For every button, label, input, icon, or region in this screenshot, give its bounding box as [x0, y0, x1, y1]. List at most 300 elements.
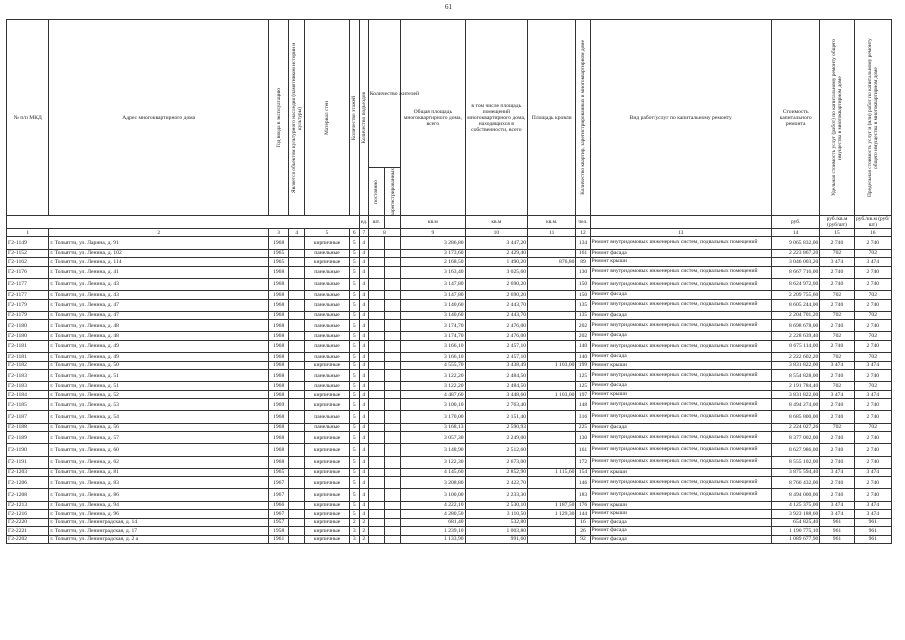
- cell-own: 2 476,00: [465, 332, 527, 341]
- cell-m: 2 740: [854, 340, 891, 352]
- cell-cost: 3 831 822,00: [771, 361, 819, 370]
- cell-mat: панельные: [305, 332, 349, 341]
- cell-empty: [368, 361, 384, 370]
- table-row: [7, 266, 892, 278]
- cell-id: Г2-1177: [7, 278, 49, 290]
- cell-apts: 26: [576, 527, 590, 536]
- cell-id: Г2-1208: [7, 489, 49, 501]
- cell-id: Г2-1203: [7, 468, 49, 477]
- cell-u: 702: [820, 311, 854, 320]
- cell-work: Ремонт внутридомовых инженерных систем, подвальных помещений: [590, 299, 771, 311]
- cell-own: 2 429,40: [465, 249, 527, 258]
- cell-m: 702: [854, 332, 891, 341]
- cell-en: 4: [359, 423, 368, 432]
- cell-area: 3 163,40: [401, 266, 466, 278]
- table-row: [7, 258, 892, 267]
- cell-year: 1967: [269, 477, 289, 489]
- cell-roof: [528, 432, 576, 444]
- cell-mat: кирпичные: [305, 468, 349, 477]
- cell-id: Г2-1162: [7, 258, 49, 267]
- cell-work: Ремонт фасада: [590, 311, 771, 320]
- cell-year: 1965: [269, 468, 289, 477]
- cell-apts: 150: [576, 291, 590, 300]
- table-row: [7, 382, 892, 391]
- cell-cost: 2 204 701,20: [771, 311, 819, 320]
- cell-own: 2 249,00: [465, 432, 527, 444]
- cell-own: 2 457,10: [465, 340, 527, 352]
- unit-floors: ед.: [359, 216, 368, 229]
- cell-year: 1968: [269, 237, 289, 249]
- cell-cost: 8 685 800,00: [771, 411, 819, 423]
- cell-empty: [289, 311, 305, 320]
- cell-addr: г. Тольятти, ул. Ленина, д. 47: [49, 311, 269, 320]
- cell-apts: 89: [576, 258, 590, 267]
- cell-area: 3 174,70: [401, 320, 466, 332]
- header-year: Год ввода в эксплуатацию: [275, 87, 282, 148]
- cell-id: Г2-1190: [7, 444, 49, 456]
- cell-empty: [368, 518, 384, 527]
- cell-m: 3 474: [854, 361, 891, 370]
- cell-u: 3 474: [820, 361, 854, 370]
- cell-own: 2 422,70: [465, 477, 527, 489]
- cell-addr: г. Тольятти, ул. Ленина, д. 96: [49, 510, 269, 519]
- header-residents-a: постоянно: [373, 179, 380, 204]
- unit-area-total: кв.м: [401, 216, 466, 229]
- cell-fl: 5: [349, 361, 359, 370]
- cell-apts: 225: [576, 423, 590, 432]
- cell-u: 2 740: [820, 444, 854, 456]
- cell-m: 702: [854, 249, 891, 258]
- cell-id: Г2-1176: [7, 266, 49, 278]
- cell-fl: 5: [349, 278, 359, 290]
- cell-m: 2 740: [854, 411, 891, 423]
- cell-own: 1 003,80: [465, 527, 527, 536]
- cell-addr: г. Тольятти, ул. Ларина, д. 91: [49, 237, 269, 249]
- cell-empty: [368, 258, 384, 267]
- cell-id: Г2-1182: [7, 361, 49, 370]
- table-row: [7, 332, 892, 341]
- cell-roof: [528, 489, 576, 501]
- cell-en: 4: [359, 332, 368, 341]
- cell-fl: 5: [349, 258, 359, 267]
- cell-en: 4: [359, 411, 368, 423]
- cell-m: 702: [854, 311, 891, 320]
- cell-area: 3 140,60: [401, 299, 466, 311]
- cell-id: Г2-2221: [7, 527, 49, 536]
- cell-u: 2 740: [820, 489, 854, 501]
- cell-en: 2: [359, 518, 368, 527]
- cell-id: Г2-1149: [7, 237, 49, 249]
- cell-empty: [289, 320, 305, 332]
- cell-year: 1968: [269, 382, 289, 391]
- cell-work: Ремонт внутридомовых инженерных систем, подвальных помещений: [590, 278, 771, 290]
- cell-en: 4: [359, 361, 368, 370]
- cell-work: Ремонт крыши: [590, 361, 771, 370]
- cell-mat: кирпичные: [305, 535, 349, 544]
- cell-cost: 8 766 432,00: [771, 477, 819, 489]
- cell-mat: кирпичные: [305, 399, 349, 411]
- cell-apts: 135: [576, 299, 590, 311]
- cell-u: 961: [820, 518, 854, 527]
- cell-u: 2 740: [820, 237, 854, 249]
- cell-en: 4: [359, 510, 368, 519]
- cell-empty: [384, 291, 400, 300]
- cell-empty: [289, 278, 305, 290]
- col-num: 14: [771, 229, 819, 237]
- cell-empty: [368, 399, 384, 411]
- cell-u: 702: [820, 291, 854, 300]
- cell-cost: 8 555 102,00: [771, 456, 819, 468]
- cell-addr: г. Тольятти, ул. Ленина, д. 49: [49, 353, 269, 362]
- cell-empty: [289, 382, 305, 391]
- cell-cost: 8 667 716,00: [771, 266, 819, 278]
- cell-own: 3 438,49: [465, 361, 527, 370]
- cell-empty: [368, 353, 384, 362]
- cell-addr: г. Тольятти, ул. Ленина, д. 51: [49, 370, 269, 382]
- header-heritage: Является объектом культурного наследия (памятником истории и культуры): [290, 42, 303, 193]
- table-row: [7, 444, 892, 456]
- cell-id: Г2-1181: [7, 340, 49, 352]
- cell-cost: 8 627 986,00: [771, 444, 819, 456]
- cell-own: 532,80: [465, 518, 527, 527]
- cell-empty: [368, 332, 384, 341]
- cell-year: 1967: [269, 489, 289, 501]
- cell-cost: 2 228 639,40: [771, 332, 819, 341]
- cell-work: Ремонт внутридомовых инженерных систем, подвальных помещений: [590, 411, 771, 423]
- cell-work: Ремонт внутридомовых инженерных систем, подвальных помещений: [590, 340, 771, 352]
- cell-work: Ремонт фасада: [590, 353, 771, 362]
- cell-area: 3 122,30: [401, 456, 466, 468]
- cell-en: 4: [359, 390, 368, 399]
- cell-roof: 1 103,00: [528, 361, 576, 370]
- cell-fl: 5: [349, 370, 359, 382]
- col-num: 3: [269, 229, 289, 237]
- cell-mat: кирпичные: [305, 456, 349, 468]
- cell-own: 2 484,50: [465, 382, 527, 391]
- cell-roof: [528, 456, 576, 468]
- cell-apts: 148: [576, 399, 590, 411]
- cell-cost: 3 046 003,20: [771, 258, 819, 267]
- header-id: № п/п МКД: [7, 20, 49, 216]
- cell-m: 3 474: [854, 510, 891, 519]
- unit-roof: кв.м.: [528, 216, 576, 229]
- cell-apts: 144: [576, 510, 590, 519]
- cell-empty: [368, 370, 384, 382]
- cell-apts: 202: [576, 320, 590, 332]
- cell-own: 991,60: [465, 535, 527, 544]
- cell-fl: 3: [349, 527, 359, 536]
- cell-roof: [528, 382, 576, 391]
- cell-empty: [289, 444, 305, 456]
- table-body: [7, 237, 892, 544]
- cell-u: 2 740: [820, 432, 854, 444]
- cell-en: 4: [359, 249, 368, 258]
- cell-year: 1968: [269, 266, 289, 278]
- col-num: 16: [854, 229, 891, 237]
- cell-mat: панельные: [305, 382, 349, 391]
- cell-id: Г2-1213: [7, 501, 49, 510]
- cell-work: Ремонт внутридомовых инженерных систем, подвальных помещений: [590, 489, 771, 501]
- cell-mat: панельные: [305, 370, 349, 382]
- cell-empty: [289, 477, 305, 489]
- cell-mat: панельные: [305, 423, 349, 432]
- cell-cost: 8 605 244,00: [771, 299, 819, 311]
- cell-id: Г2-1206: [7, 477, 49, 489]
- cell-addr: г. Тольятти, ул. Ленина, д. 48: [49, 332, 269, 341]
- cell-mat: кирпичные: [305, 501, 349, 510]
- cell-apts: 150: [576, 278, 590, 290]
- cell-fl: 5: [349, 299, 359, 311]
- cell-empty: [368, 456, 384, 468]
- table-row: [7, 291, 892, 300]
- cell-fl: 5: [349, 382, 359, 391]
- cell-u: 2 740: [820, 299, 854, 311]
- cell-roof: [528, 423, 576, 432]
- cell-en: 2: [359, 535, 368, 544]
- cell-addr: г. Тольятти, ул. Ленина, д. 102: [49, 249, 269, 258]
- header-work: Вид работ/услуг по капитальному ремонту: [590, 20, 771, 216]
- cell-own: 3 110,50: [465, 510, 527, 519]
- col-num: 2: [49, 229, 269, 237]
- cell-empty: [289, 489, 305, 501]
- cell-work: Ремонт фасада: [590, 249, 771, 258]
- cell-m: 2 740: [854, 237, 891, 249]
- cell-empty: [368, 423, 384, 432]
- cell-empty: [384, 320, 400, 332]
- cell-addr: г. Тольятти, ул. Ленина, д. 47: [49, 299, 269, 311]
- cell-empty: [368, 340, 384, 352]
- cell-cost: 2 222 602,20: [771, 353, 819, 362]
- unit-unit-cost: руб./кв.м (руб/шт): [820, 216, 854, 229]
- cell-fl: 5: [349, 266, 359, 278]
- cell-u: 2 740: [820, 278, 854, 290]
- cell-en: 4: [359, 370, 368, 382]
- cell-empty: [384, 382, 400, 391]
- cell-fl: 5: [349, 501, 359, 510]
- cell-area: 4 555,70: [401, 361, 466, 370]
- cell-id: Г2-1188: [7, 423, 49, 432]
- cell-m: 702: [854, 382, 891, 391]
- cell-cost: 8 554 828,00: [771, 370, 819, 382]
- table-row: [7, 361, 892, 370]
- table-row: [7, 432, 892, 444]
- cell-work: Ремонт крыши: [590, 510, 771, 519]
- cell-fl: 5: [349, 311, 359, 320]
- cell-addr: г. Тольятти, ул. Ленина, д. 52: [49, 390, 269, 399]
- cell-m: 2 740: [854, 477, 891, 489]
- cell-m: 2 740: [854, 444, 891, 456]
- table-row: [7, 477, 892, 489]
- table-row: [7, 320, 892, 332]
- cell-cost: 2 209 755,60: [771, 291, 819, 300]
- cell-empty: [368, 527, 384, 536]
- table-row: [7, 535, 892, 544]
- cell-roof: [528, 249, 576, 258]
- cell-empty: [384, 456, 400, 468]
- cell-own: 1 490,20: [465, 258, 527, 267]
- cell-empty: [289, 510, 305, 519]
- cell-empty: [384, 510, 400, 519]
- cell-mat: панельные: [305, 278, 349, 290]
- cell-apts: 176: [576, 501, 590, 510]
- unit-cost: руб.: [771, 216, 819, 229]
- cell-cost: 1 190 775,10: [771, 527, 819, 536]
- cell-apts: 125: [576, 370, 590, 382]
- cell-empty: [384, 278, 400, 290]
- cell-empty: [384, 266, 400, 278]
- cell-id: Г2-1180: [7, 320, 49, 332]
- cell-fl: 5: [349, 423, 359, 432]
- cell-addr: г. Тольятти, ул. Ленина, д. 56: [49, 423, 269, 432]
- col-num: 1: [7, 229, 49, 237]
- cell-year: 1965: [269, 249, 289, 258]
- cell-own: 2 530,10: [465, 501, 527, 510]
- cell-en: 4: [359, 489, 368, 501]
- cell-empty: [384, 423, 400, 432]
- table-row: [7, 299, 892, 311]
- table-row: [7, 411, 892, 423]
- cell-id: Г2-1152: [7, 249, 49, 258]
- cell-area: 3 057,30: [401, 432, 466, 444]
- cell-cost: 2 223 867,20: [771, 249, 819, 258]
- cell-area: 3 174,70: [401, 332, 466, 341]
- cell-work: Ремонт фасада: [590, 535, 771, 544]
- cell-apts: 197: [576, 390, 590, 399]
- cell-work: Ремонт фасада: [590, 527, 771, 536]
- cell-fl: 5: [349, 353, 359, 362]
- unit-area-owned: кв.м: [465, 216, 527, 229]
- cell-cost: 2 191 784,40: [771, 382, 819, 391]
- cell-cost: 8 624 972,00: [771, 278, 819, 290]
- cell-empty: [289, 468, 305, 477]
- cell-empty: [384, 444, 400, 456]
- cell-own: 2 151,40: [465, 411, 527, 423]
- cell-roof: [528, 444, 576, 456]
- cell-fl: 5: [349, 399, 359, 411]
- cell-year: 1968: [269, 340, 289, 352]
- cell-roof: [528, 299, 576, 311]
- cell-addr: г. Тольятти, ул. Ленина, д. 54: [49, 411, 269, 423]
- cell-cost: 3 923 188,60: [771, 510, 819, 519]
- cell-fl: 5: [349, 332, 359, 341]
- cell-work: Ремонт крыши: [590, 390, 771, 399]
- cell-area: 4 487,60: [401, 390, 466, 399]
- cell-area: 1 133,90: [401, 535, 466, 544]
- cell-mat: панельные: [305, 266, 349, 278]
- cell-addr: г. Тольятти, ул. Ленина, д. 83: [49, 477, 269, 489]
- table-row: [7, 278, 892, 290]
- cell-apts: 202: [576, 332, 590, 341]
- cell-en: 4: [359, 340, 368, 352]
- cell-u: 702: [820, 249, 854, 258]
- cell-addr: г. Тольятти, ул. Ленина, д. 50: [49, 361, 269, 370]
- cell-m: 2 740: [854, 489, 891, 501]
- cell-empty: [368, 320, 384, 332]
- cell-apts: 161: [576, 249, 590, 258]
- cell-m: 702: [854, 291, 891, 300]
- cell-apts: 92: [576, 535, 590, 544]
- cell-own: 2 233,30: [465, 489, 527, 501]
- cell-fl: 5: [349, 456, 359, 468]
- table-row: [7, 249, 892, 258]
- cell-area: 3 286,80: [401, 237, 466, 249]
- cell-area: 3 166,10: [401, 340, 466, 352]
- table-row: [7, 468, 892, 477]
- header-max-cost: Предельная стоимость услуг и (или) работ по капитальному ремонту общего имущества в многоквартирном доме: [866, 38, 879, 198]
- cell-empty: [384, 411, 400, 423]
- cell-apts: 154: [576, 468, 590, 477]
- cell-empty: [368, 411, 384, 423]
- cell-u: 961: [820, 535, 854, 544]
- cell-mat: кирпичные: [305, 518, 349, 527]
- cell-year: 1968: [269, 299, 289, 311]
- table-row: [7, 237, 892, 249]
- cell-roof: 876,80: [528, 258, 576, 267]
- header-address: Адрес многоквартирного дома: [49, 20, 269, 216]
- cell-empty: [384, 258, 400, 267]
- cell-roof: 1 129,30: [528, 510, 576, 519]
- cell-mat: панельные: [305, 353, 349, 362]
- cell-empty: [289, 423, 305, 432]
- cell-cost: 8 698 678,00: [771, 320, 819, 332]
- cell-addr: г. Тольятти, ул. Ленина, д. 86: [49, 489, 269, 501]
- cell-area: 3 173,60: [401, 249, 466, 258]
- header-apartments: Количество квартир, зарегистрированных в многоквартирном доме: [579, 40, 586, 196]
- cell-id: Г2-1184: [7, 390, 49, 399]
- cell-mat: панельные: [305, 340, 349, 352]
- unit-max-cost: руб./кв.м (руб/шт): [856, 216, 890, 229]
- cell-fl: 5: [349, 340, 359, 352]
- cell-apts: 140: [576, 353, 590, 362]
- cell-roof: 1 115,60: [528, 468, 576, 477]
- cell-empty: [384, 332, 400, 341]
- unit-entrances: шт.: [368, 216, 384, 229]
- cell-mat: кирпичные: [305, 477, 349, 489]
- cell-addr: г. Тольятти, ул. Ленинградская, д. 2 а: [49, 535, 269, 544]
- header-material: Материал стен: [324, 100, 331, 135]
- cell-en: 4: [359, 311, 368, 320]
- cell-apts: 135: [576, 311, 590, 320]
- cell-mat: кирпичные: [305, 527, 349, 536]
- cell-addr: г. Тольятти, ул. Ленинградская, д. 17: [49, 527, 269, 536]
- cell-fl: 5: [349, 444, 359, 456]
- cell-roof: [528, 340, 576, 352]
- cell-own: 2 673,00: [465, 456, 527, 468]
- cell-u: 3 474: [820, 258, 854, 267]
- cell-id: Г2-1179: [7, 299, 49, 311]
- cell-mat: панельные: [305, 411, 349, 423]
- cell-apts: 172: [576, 456, 590, 468]
- cell-cost: 3 875 594,40: [771, 468, 819, 477]
- cell-cost: 3 831 822,00: [771, 390, 819, 399]
- header-roof-area: Площадь кровли: [528, 20, 576, 216]
- cell-fl: 3: [349, 535, 359, 544]
- cell-addr: г. Тольятти, ул. Ленина, д. 57: [49, 432, 269, 444]
- cell-work: Ремонт фасада: [590, 291, 771, 300]
- cell-addr: г. Тольятти, ул. Ленина, д. 43: [49, 291, 269, 300]
- cell-work: Ремонт внутридомовых инженерных систем, подвальных помещений: [590, 320, 771, 332]
- cell-id: Г2-1191: [7, 456, 49, 468]
- cell-work: Ремонт внутридомовых инженерных систем, подвальных помещений: [590, 477, 771, 489]
- table-row: [7, 501, 892, 510]
- cell-u: 961: [820, 527, 854, 536]
- cell-u: 2 740: [820, 340, 854, 352]
- cell-year: 1965: [269, 258, 289, 267]
- cell-cost: 2 224 027,26: [771, 423, 819, 432]
- cell-apts: 161: [576, 444, 590, 456]
- table-row: [7, 518, 892, 527]
- cell-area: 3 140,60: [401, 311, 466, 320]
